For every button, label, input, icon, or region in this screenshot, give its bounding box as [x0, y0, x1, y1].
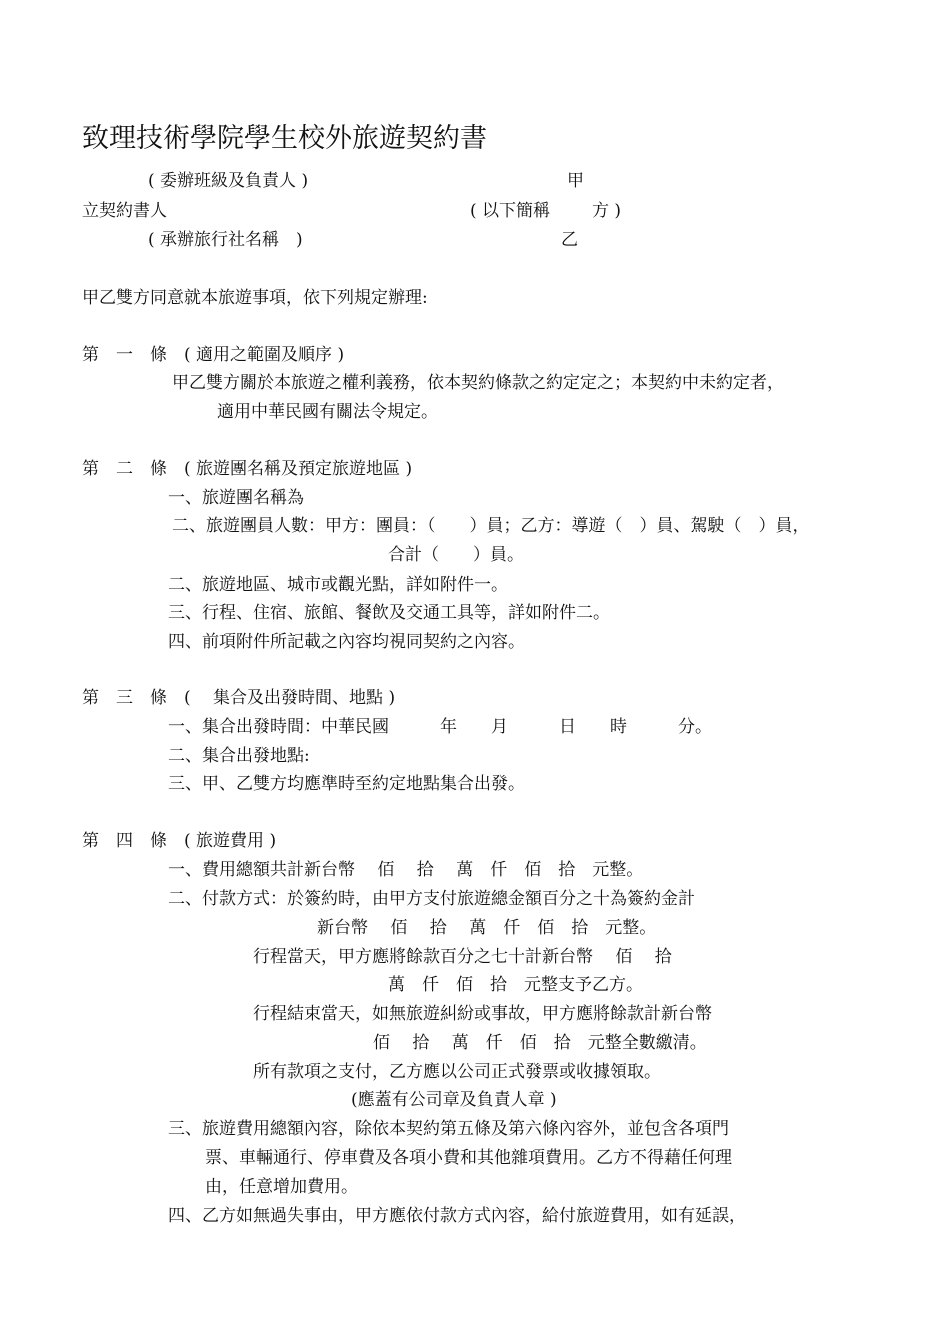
article-4-heading: 第 四 條 ( 旅遊費用 ) [82, 831, 277, 851]
article-4-item: 所有款項之支付，乙方應以公司正式發票或收據領取。 [253, 1062, 661, 1082]
article-1-line: 甲乙雙方關於本旅遊之權利義務，依本契約條款之約定定之；本契約中未約定者， [172, 373, 784, 393]
article-4-item: (應蓋有公司章及負責人章 ) [351, 1090, 557, 1110]
article-4-item: 一、費用總額共計新台幣 佰 拾 萬 仟 佰 拾 元整。 [168, 860, 644, 880]
article-3-item: 二、集合出發地點: [168, 746, 310, 766]
article-2-item: 二、旅遊團員人數：甲方：團員：（ ）員；乙方：導遊（ ）員、駕駛（ ）員， [172, 516, 810, 536]
article-4-item: 二、付款方式：於簽約時，由甲方支付旅遊總金額百分之十為簽約金計 [168, 889, 695, 909]
article-3-item: 一、集合出發時間：中華民國 年 月 日 時 分。 [168, 717, 712, 737]
party-b-label: 乙 [561, 230, 578, 250]
article-2-heading: 第 二 條 ( 旅遊團名稱及預定旅遊地區 ) [82, 459, 413, 479]
article-4-item: 佰 拾 萬 仟 佰 拾 元整全數繳清。 [373, 1033, 707, 1053]
article-3-item: 三、甲、乙雙方均應準時至約定地點集合出發。 [168, 774, 525, 794]
article-1-line: 適用中華民國有關法令規定。 [217, 402, 438, 422]
article-4-item: 新台幣 佰 拾 萬 仟 佰 拾 元整。 [317, 918, 657, 938]
article-4-item: 由，任意增加費用。 [205, 1177, 358, 1197]
article-4-item: 萬 仟 佰 拾 元整支予乙方。 [388, 975, 643, 995]
abbrev-prefix: ( 以下簡稱 [470, 201, 551, 221]
intro-paragraph: 甲乙雙方同意就本旅遊事項，依下列規定辦理: [82, 288, 428, 308]
signatory-label: 立契約書人 [82, 201, 167, 221]
article-1-heading: 第 一 條 ( 適用之範圍及順序 ) [82, 345, 345, 365]
article-2-item: 二、旅遊地區、城市或觀光點，詳如附件一。 [168, 575, 508, 595]
article-4-item: 行程結束當天，如無旅遊糾紛或事故，甲方應將餘款計新台幣 [253, 1004, 712, 1024]
contractor-label: ( 承辦旅行社名稱 ) [148, 230, 303, 250]
article-4-item: 票、車輛通行、停車費及各項小費和其他雜項費用。乙方不得藉任何理 [205, 1148, 732, 1168]
article-2-item: 四、前項附件所記載之內容均視同契約之內容。 [168, 632, 525, 652]
commissioner-label: ( 委辦班級及負責人 ) [148, 171, 309, 191]
article-3-heading: 第 三 條 ( 集合及出發時間、地點 ) [82, 688, 396, 708]
article-2-item: 合計（ ）員。 [388, 545, 524, 565]
article-4-item: 四、乙方如無過失事由，甲方應依付款方式內容，給付旅遊費用，如有延誤， [168, 1206, 746, 1226]
party-a-label: 甲 [567, 171, 584, 191]
article-2-item: 一、旅遊團名稱為 [168, 488, 304, 508]
article-2-item: 三、行程、住宿、旅館、餐飲及交通工具等，詳如附件二。 [168, 603, 610, 623]
article-4-item: 三、旅遊費用總額內容，除依本契約第五條及第六條內容外，並包含各項門 [168, 1119, 729, 1139]
abbrev-suffix: 方 ) [592, 201, 622, 221]
article-4-item: 行程當天，甲方應將餘款百分之七十計新台幣 佰 拾 [253, 947, 672, 967]
document-title: 致理技術學院學生校外旅遊契約書 [82, 123, 487, 154]
